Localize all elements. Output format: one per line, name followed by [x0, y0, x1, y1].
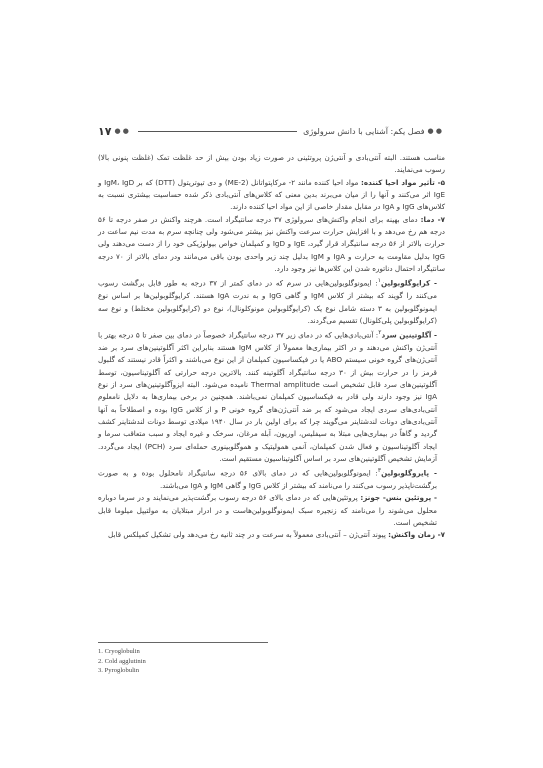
- header-dots-left: ● ●: [114, 127, 129, 135]
- footnote-ref: ۳: [377, 467, 382, 475]
- page-number: ۱۷: [98, 124, 112, 138]
- body-text: [98, 152, 445, 542]
- item-heading: - آگلوتینین سرد: [381, 330, 437, 340]
- item-heading: ۷- زمان واکنش:: [388, 530, 445, 540]
- paragraph: ۵- تأثیر مواد احیا کننده: مواد احیا کننده مانند ۲- مرکاپتواتانل (2-ME) و دی تیوتریتول (DTT) که بر IgM، IgD و IgE اثر می‌کنند و آنها را از میان می‌برند بدین معنی که کلاس‌های آنتی‌بادی ذکر شده حساسیت بیشتری نسبت به کلاس‌های IgG و IgA در مقابل مقدار خاصی از این مواد احیا کننده دارند.: [98, 177, 445, 212]
- footnotes: [98, 647, 146, 676]
- paragraph: ۷- زمان واکنش: پیوند آنتی‌ژن – آنتی‌بادی معمولاً به سرعت و در چند ثانیه رخ می‌دهد ولی تشکیل کمپلکس قابل: [108, 530, 445, 540]
- footnote-rule: [98, 642, 268, 643]
- header-dots-right: ● ●: [427, 127, 442, 135]
- running-header: [98, 124, 445, 138]
- paragraph: مناسب هستند. البته آنتی‌بادی و آنتی‌ژن پروتئینی در صورت زیاد بودن بیش از حد غلظت تمک (غلظت پنونی بالا) رسوب می‌نمایند.: [98, 153, 445, 175]
- item-heading: ۵- تأثیر مواد احیا کننده:: [361, 177, 445, 187]
- footnote: 2. Cold agglutinin: [98, 657, 146, 665]
- paragraph: - پروتئین بنس- جونز: پروتئین‌هایی که در دمای بالای ۵۶ درجه رسوب برگشت‌پذیر می‌نمایند و در سرما دوباره محلول می‌شوند را می‌نامند که زنجیره سبک ایمونوگلوبولین‌هاست و در ادرار مبتلایان به مولتیپل میلوما قابل تشخیص است.: [98, 493, 438, 528]
- chapter-title: فصل یکم: آشنایی با دانش سرولوژی: [303, 126, 425, 136]
- item-heading: - پایروگلوبولین: [381, 468, 437, 478]
- header-rule: [138, 131, 297, 132]
- item-heading: - کرایوگلوبولین: [380, 278, 437, 288]
- footnote-ref: ۲: [378, 329, 382, 337]
- footnote-ref: ۱: [377, 277, 381, 285]
- paragraph: - کرایوگلوبولین$^۱$: ایمونوگلوبولین‌هایی در سرم که در دمای کمتر از ۳۷ درجه به طور قابل برگشت رسوب می‌کنند را گویند که بیشتر از کلاس IgM و گاهی IgG و به ندرت IgA هستند. کرایوگلوبولین‌ها بر اساس نوع ایمونوگلوبولین به ۳ دسته شامل نوع یک (کرایوگلوبولین مونوکلونال)، نوع دو (کرایوگلوبولین مختلط) و نوع سه (کرایوگلوبولین پلی‌کلونال) تقسیم می‌گردند.: [98, 277, 438, 325]
- paragraph: - پایروگلوبولین$^۳$: ایمونوگلوبولین‌هایی که در دمای بالای ۵۶ درجه سانتیگراد نامحلول بوده و به صورت برگشت‌ناپذیر رسوب می‌کنند را می‌نامند که بیشتر از کلاس IgG و گاهی IgM و IgA می‌باشند.: [98, 467, 437, 491]
- footnote: 3. Pyroglobulin: [98, 667, 140, 674]
- item-heading: - پروتئین بنس- جونز:: [360, 493, 438, 503]
- footnote: 1. Cryoglobulin: [98, 648, 140, 655]
- item-heading: ۷- دما:: [420, 214, 445, 224]
- paragraph: - آگلوتینین سرد$^۲$: آنتی‌بادی‌هایی که در دمای زیر ۳۷ درجه سانتیگراد خصوصاً در دمای بین صفر تا ۵ درجه بهتر با آنتی‌ژن واکنش می‌دهند و در اکثر بیماری‌ها معمولاً از کلاس IgM هستند بنابراین اکثر آگلوتینین‌های سرد بر ضد آنتی‌ژن‌های گروه خونی سیستم ABO یا در فیکساسیون کمپلمان از این نوع می‌باشند و اکثراً قادر نیستند که گلبول قرمز را در حرارت بیش از ۳۰ درجه سانتیگراد آگلوتینه کنند. بالاترین درجه حرارتی که آگلوتیناسیون، توسط آگلوتینین‌های سرد قابل تشخیص است Thermal amplitude نامیده می‌شود. البته ایزوآگلوتینین‌های سرد از نوع IgA نیز وجود دارند ولی قادر به فیکساسیون کمپلمان نمی‌باشند. همچنین در برخی بیماری‌ها به دلایل نامعلوم آنتی‌بادی‌های سردی ایجاد می‌شود که بر ضد آنتی‌ژن‌های گروه خونی P و از کلاس IgG بوده و اصطلاحاً به آنها آنتی‌بادی‌های دونات لندشتاینر می‌گویند چرا که برای اولین بار در سال ۱۹۴۰ میلادی توسط دونات لندشتاینر کشف گردید و گاهاً در بیماری‌هایی مبتلا به سیفلیس، اوریون، آبله مرغان، سرخک و غیره ایجاد و سبب متعاقب سرما و ایجاد آگلوتیناسیون و فعال شدن کمپلمان، آنمی همولیتیک و هموگلوبینوری حمله‌ای سرد (PCH) ایجاد می‌گردد. آزمایش تشخیص آگلوتینین‌های سرد بر اساس آگلوتیناسیون مستقیم است.: [98, 329, 438, 464]
- paragraph: ۷- دما: دمای بهینه برای انجام واکنش‌های سرولوژی ۳۷ درجه سانتیگراد است. هرچند واکنش در صفر درجه تا ۵۶ درجه هم رخ می‌دهد و با افزایش حرارت سرعت واکنش نیز بیشتر می‌شود ولی چنانچه سرم به مدت نیم ساعت در حرارت بالاتر از ۵۶ درجه سانتیگراد قرار گیرد، IgE و IgD و کمپلمان خواص بیولوژیکی خود را از دست می‌دهند ولی IgG بدلیل مقاومت به حرارت و IgA و IgM بدلیل چند زیر واحدی بودن باقی می‌مانند ودر دمای بالاتر از ۷۰ درجه سانتیگراد احتمال دناتوره شدن این کلاس‌ها نیز وجود دارد.: [98, 214, 445, 274]
